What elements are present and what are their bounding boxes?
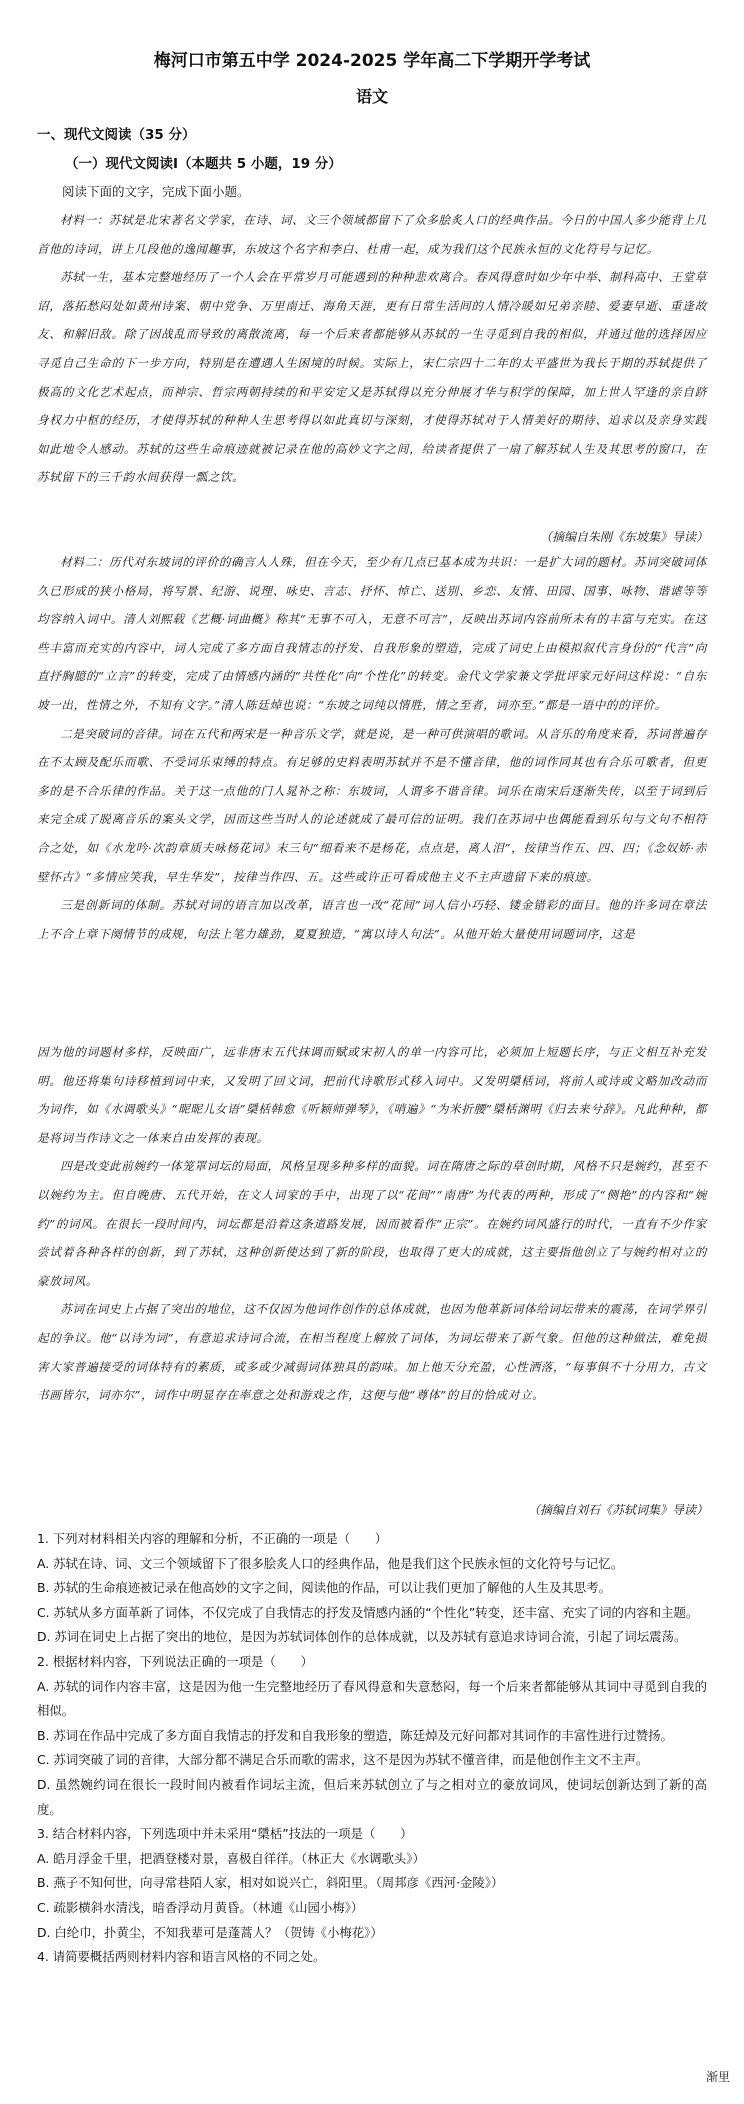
question-list xyxy=(37,1527,707,1970)
sub-section-heading: （一）现代文阅读Ⅰ（本题共 5 小题，19 分） xyxy=(65,156,342,172)
material-two-paragraph: 因为他的词题材多样，反映面广，远非唐末五代抹调而赋或宋初人的单一内容可比，必须加上短题长序，与正文相互补充发明。他还将集句诗移植到词中来，又发明了回文词，把前代诗歌形式移入词中。又发明檃栝词，将前人或诗或文略加改动而为词作，如《水调歌头》“昵昵儿女语”檃栝韩愈《听颖师弹琴》，《哨遍》“为米折腰”檃栝渊明《归去来兮辞》。凡此种种，都是将词当作诗文之一体来自由发挥的表现。 xyxy=(37,1045,707,1145)
section-heading: 一、现代文阅读（35 分） xyxy=(37,127,196,143)
option-a[interactable]: A. 皓月浮金千里，把酒登楼对景，喜极自徉徉。（林正大《水调歌头》） xyxy=(37,1850,425,1866)
material-two-paragraph: 三是创新词的体制。苏轼对词的语言加以改革，语言也一改“花间”词人信小巧轻、镂金错彩的面目。他的许多词在章法上不合上章下阕情节的成规，句法上笔力雄劲，夏夏独造，“寓以诗人句法”。从他开始大量使用词题词序，这是 xyxy=(37,898,707,941)
material-two-paragraph: 二是突破词的音律。词在五代和两宋是一种音乐文学，就是说，是一种可供演唱的歌词。从音乐的角度来看，苏词普遍存在不太顾及配乐而歌、不受词乐束缚的特点。有足够的史料表明苏轼并不是不懂音律，他的词作同其也有合乐可歌者，但更多的是不合乐律的作品。关于这一点他的门人晁补之称：东坡词，人谓多不谐音律。词乐在南宋后逐渐失传，以至于词到后来完全成了脱离音乐的案头文学，因而这些当时人的论述就成了最可信的证明。我们在苏词中也偶能看到乐句与文句不相符合之处，如《水龙吟·次韵章质夫咏杨花词》末三句“细看来不是杨花，点点是，离人泪”，按律当作五、四、四；《念奴娇·赤壁怀古》“多情应笑我，早生华发”，按律当作四、五。这些或许正可看成他主义不主声遗留下来的痕迹。 xyxy=(37,726,707,884)
question-stem: 2. 根据材料内容，下列说法正确的一项是（ ） xyxy=(37,1653,313,1669)
option-c[interactable]: C. 苏词突破了词的音律，大部分都不满足合乐而歌的需求，这不是因为苏轼不懂音律，而是他创作主文不主声。 xyxy=(37,1752,649,1768)
exam-title: 梅河口市第五中学 2024-2025 学年高二下学期开学考试 xyxy=(153,51,591,71)
material-two-continued xyxy=(37,1038,707,1410)
question-4 xyxy=(37,1945,707,1970)
question-stem: 3. 结合材料内容，下列选项中并未采用“檃栝”技法的一项是（ ） xyxy=(37,1826,413,1842)
material-one-paragraph: 苏轼一生，基本完整地经历了一个人会在平常岁月可能遇到的种种悲欢离合。春风得意时如少年中举、制科高中、王堂草诏，落拓愁闷处如黄州诗案、朝中党争、万里南迁、海角天涯，更有日常生活间的人情冷暖如兄弟亲睦、爱妻早逝、重逢故友、和解旧敌。除了因战乱而导致的离散流离，每一个后来者都能够从苏轼的一生寻觅到自我的相似，并通过他的选择因应寻觅自己生命的下一步方向，特别是在遭遇人生困境的时候。实际上，宋仁宗四十二年的太平盛世为我长于期的苏轼提供了极高的文化艺术起点，而神宗、哲宗两朝持续的和平安定又是苏轼得以充分伸展才华与积学的保障，加上世人罕逢的亲自跻身权力中枢的经历，才使得苏轼的种种人生思考得以如此真切与深刻，才使得苏轼对于人情美好的期待、追求以及亲身实践如此地令人感动。苏轼的这些生命痕迹就被记录在他的高妙文字之间，给读者提供了一扇了解苏轼人生及其思考的窗口，在苏轼留下的三千韵水间获得一瓢之饮。 xyxy=(37,270,707,485)
page-footer: 渐里 xyxy=(705,2070,730,2084)
option-c[interactable]: C. 苏轼从多方面革新了词体，不仅完成了自我情志的抒发及情感内涵的“个性化”转变，还丰富、充实了词的内容和主题。 xyxy=(37,1604,699,1620)
option-a[interactable]: A. 苏轼的词作内容丰富，这是因为他一生完整地经历了春风得意和失意愁闷，每一个后来者都能够从其词中寻觅到自我的相似。 xyxy=(37,1678,707,1719)
question-stem: 1. 下列对材料相关内容的理解和分析，不正确的一项是（ ） xyxy=(37,1531,388,1546)
material-one xyxy=(37,206,707,492)
material-two-paragraph: 苏词在词史上占据了突出的地位，这不仅因为他词作创作的总体成就，也因为他革新词体给词坛带来的震荡，在词学界引起的争议。他“以诗为词”，有意追求诗词合流，在相当程度上解放了词体，为词坛带来了新气象。但他的这种做法，难免损害大家普遍接受的词体特有的素质，或多或少减弱词体独具的韵味。加上他天分充盈，心性洒落，“每事俱不十分用力，古文书画皆尔，词亦尔”，词作中明显存在率意之处和游戏之作，这便与他“尊体”的目的恰成对立。 xyxy=(37,1302,707,1403)
material-one-paragraph: 材料一：苏轼是北宋著名文学家，在诗、词、文三个领域都留下了众多脍炙人口的经典作品。今日的中国人多少能背上几首他的诗词，讲上几段他的逸闻趣事，东坡这个名字和李白、杜甫一起，成为我们这个民族永恒的文化符号与记忆。 xyxy=(37,213,707,256)
question-3 xyxy=(37,1822,707,1945)
subject-title: 语文 xyxy=(355,87,388,106)
material-two-paragraph: 材料二：历代对东坡词的评价的确言人人殊，但在今天，至少有几点已基本成为共识：一是扩大词的题材。苏词突破词体久已形成的狭小格局，将写景、纪游、说理、咏史、言志、抒怀、悼亡、送别、乡恋、友情、田园、国事、咏物、谐谑等等均容纳入词中。清人刘熙载《艺概·词曲概》称其“无事不可入，无意不可言”，反映出苏词内容前所未有的丰富与充实。在这些丰富而充实的内容中，词人完成了多方面自我情志的抒发、自我形象的塑造，完成了词史上由模拟叙代言身份的“代言”向直抒胸臆的“立言”的转变，完成了由情感内涵的“共性化”向“个性化”的转变。金代文学家兼文学批评家元好问这样说：“自东坡一出，性情之外，不知有文字。”清人陈廷焯也说：“东坡之词纯以情胜，情之至者，词亦至。”都是一语中的的评价。 xyxy=(37,555,707,712)
material-two-paragraph: 四是改变此前婉约一体笼罩词坛的局面，风格呈现多种多样的面貌。词在隋唐之际的草创时期，风格不只是婉约，甚至不以婉约为主。但自晚唐、五代开始，在文人词家的手中，出现了以“花间”“南唐”为代表的两种，形成了“侧艳”的内容和“婉约”的词风。在很长一段时间内，词坛都是沿着这条道路发展，因而被看作“正宗”。在婉约词风盛行的时代，一直有不少作家尝试着各种各样的创新，到了苏轼，这种创新使达到了新的阶段，也取得了更大的成就，这主要指他创立了与婉约相对立的豪放词风。 xyxy=(37,1159,707,1288)
option-d[interactable]: D. 虽然婉约词在很长一段时间内被看作词坛主流，但后来苏轼创立了与之相对立的豪放词风，使词坛创新达到了新的高度。 xyxy=(37,1776,707,1817)
option-b[interactable]: B. 苏轼的生命痕迹被记录在他高妙的文字之间，阅读他的作品，可以让我们更加了解他的人生及其思考。 xyxy=(37,1580,611,1596)
option-b[interactable]: B. 苏词在作品中完成了多方面自我情志的抒发和自我形象的塑造，陈廷焯及元好问都对其词作的丰富性进行过赞扬。 xyxy=(37,1727,673,1743)
option-b[interactable]: B. 燕子不知何世，向寻常巷陌人家，相对如说兴亡，斜阳里。（周邦彦《西河·金陵》） xyxy=(37,1875,504,1891)
reading-instruction: 阅读下面的文字，完成下面小题。 xyxy=(62,184,250,199)
question-stem: 4. 请简要概括两则材料内容和语言风格的不同之处。 xyxy=(37,1949,326,1965)
question-1 xyxy=(37,1527,707,1650)
option-c[interactable]: C. 疏影横斜水清浅，暗香浮动月黄昏。（林逋《山园小梅》） xyxy=(37,1899,364,1915)
option-d[interactable]: D. 苏词在词史上占据了突出的地位，是因为苏轼词体创作的总体成就，以及苏轼有意追求诗词合流，引起了词坛震荡。 xyxy=(37,1629,687,1645)
material-two xyxy=(37,548,707,948)
material-two-source: （摘编自刘石《苏轼词集》导读） xyxy=(527,1503,708,1517)
option-d[interactable]: D. 白纶巾，扑黄尘，不知我辈可是蓬蒿人？（贺铸《小梅花》） xyxy=(37,1924,383,1940)
material-one-source: （摘编自朱刚《东坡集》导读） xyxy=(539,530,708,544)
option-a[interactable]: A. 苏轼在诗、词、文三个领域留下了很多脍炙人口的经典作品，他是我们这个民族永恒的文化符号与记忆。 xyxy=(37,1555,624,1571)
question-2 xyxy=(37,1650,707,1822)
